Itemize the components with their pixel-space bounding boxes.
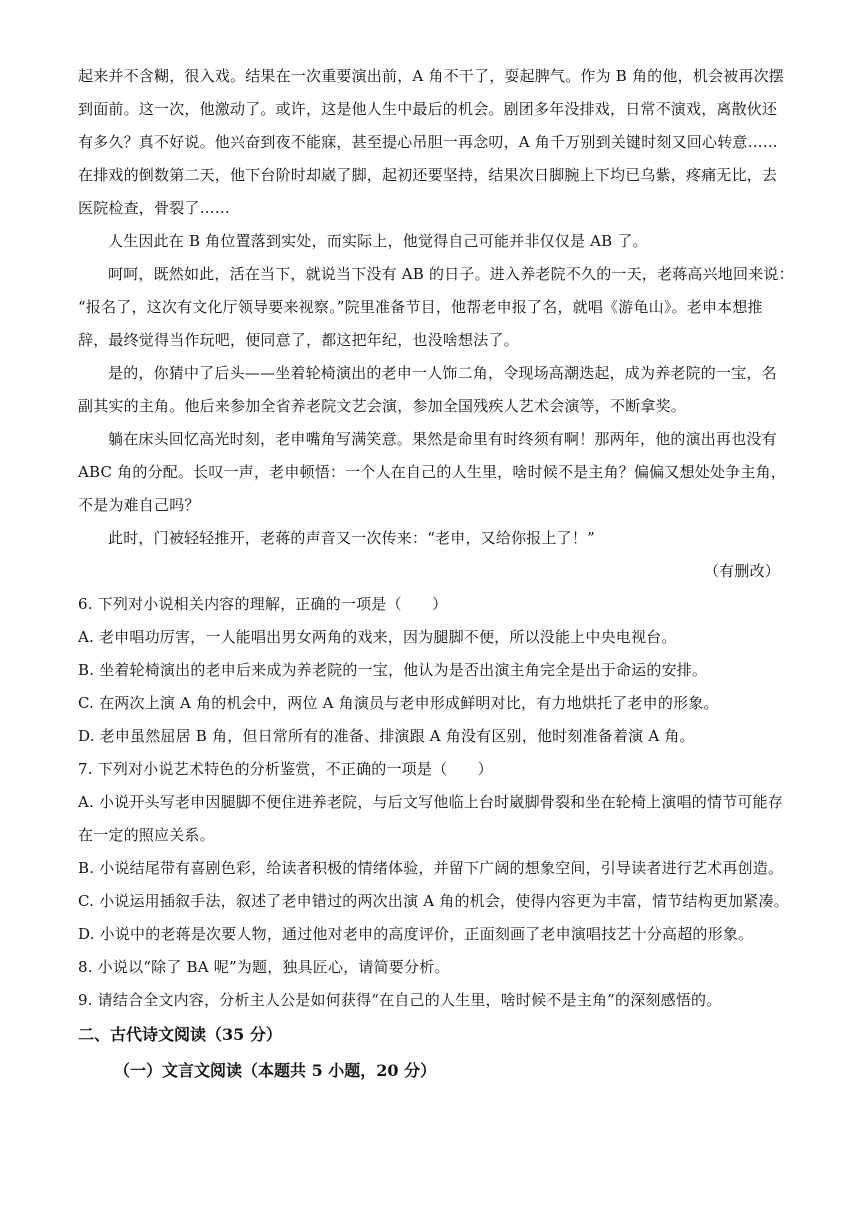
section-heading: 二、古代诗文阅读（35 分） <box>78 1025 282 1044</box>
source-note: （有删改） <box>703 562 780 580</box>
paragraph-line: 呵呵，既然如此，活在当下，就说当下没有 AB 的日子。进入养老院不久的一天，老蒋高兴地回来说： <box>108 265 794 283</box>
section-subheading: （一）文言文阅读（本题共 5 小题，20 分） <box>114 1061 437 1080</box>
story-text <box>78 60 794 555</box>
question-list <box>78 588 789 1017</box>
paragraph-line: 不是为难自己吗？ <box>78 496 200 514</box>
paragraph-line: 是的，你猜中了后头——坐着轮椅演出的老申一人饰二角，令现场高潮迭起，成为养老院的一宝，名 <box>108 364 777 382</box>
question-line-q9: 9. 请结合全文内容，分析主人公是如何获得“在自己的人生里，啥时候不是主角”的深刻感悟的。 <box>78 991 722 1009</box>
question-line-q6a: A. 老申唱功厉害，一人能唱出男女两角的戏来，因为腿脚不便，所以没能上中央电视台。 <box>78 628 677 646</box>
question-line-q6d: D. 老申虽然屈居 B 角，但日常所有的准备、排演跟 A 角没有区别，他时刻准备着演 A 角。 <box>78 727 695 745</box>
question-line-q7b: B. 小说结尾带有喜剧色彩，给读者积极的情绪体验，并留下广阔的想象空间，引导读者进行艺术再创造。 <box>78 859 784 877</box>
question-line-q7c: C. 小说运用插叙手法，叙述了老申错过的两次出演 A 角的机会，使得内容更为丰富，情节结构更加紧凑。 <box>78 892 789 910</box>
question-line-q6c: C. 在两次上演 A 角的机会中，两位 A 角演员与老申形成鲜明对比，有力地烘托了老申的形象。 <box>78 694 719 712</box>
paragraph-line: 副其实的主角。他后来参加全省养老院文艺会演，参加全国残疾人艺术会演等，不断拿奖。 <box>78 397 687 415</box>
question-line-q6b: B. 坐着轮椅演出的老申后来成为养老院的一宝，他认为是否出演主角完全是出于命运的安排。 <box>78 661 708 679</box>
paragraph-line: 躺在床头回忆高光时刻，老申嘴角写满笑意。果然是命里有时终须有啊！那两年，他的演出再也没有 <box>108 430 777 448</box>
paragraph-line: “报名了，这次有文化厅领导要来视察。”院里准备节目，他帮老申报了名，就唱《游龟山》。老申本想推 <box>78 298 763 316</box>
paragraph-line: ABC 角的分配。长叹一声，老申顿悟：一个人在自己的人生里，啥时候不是主角？偏偏又想处处争主角， <box>78 463 786 481</box>
question-line-q8: 8. 小说以“除了 BA 呢”为题，独具匠心，请简要分析。 <box>78 958 450 976</box>
paragraph-line: 辞，最终觉得当作玩吧，便同意了，都这把年纪，也没啥想法了。 <box>78 331 519 349</box>
paragraph-line: 起来并不含糊，很入戏。结果在一次重要演出前，A 角不干了，耍起脾气。作为 B 角的他，机会被再次摆 <box>78 67 784 85</box>
paragraph-line: 人生因此在 B 角位置落到实处，而实际上，他觉得自己可能并非仅仅是 AB 了。 <box>108 232 648 250</box>
paragraph-line: 到面前。这一次，他激动了。或许，这是他人生中最后的机会。剧团多年没排戏，日常不演戏，离散伙还 <box>78 100 778 118</box>
question-line-q7a: 在一定的照应关系。 <box>78 826 215 844</box>
paragraph-line: 在排戏的倒数第二天，他下台阶时却崴了脚，起初还要坚持，结果次日脚腕上下均已乌紫，疼痛无比，去 <box>78 166 778 184</box>
paragraph-line: 此时，门被轻轻推开，老蒋的声音又一次传来：“老申，又给你报上了！” <box>108 529 595 547</box>
question-line-q7a: A. 小说开头写老申因腿脚不便住进养老院，与后文写他临上台时崴脚骨裂和坐在轮椅上演唱的情节可能存 <box>78 793 783 811</box>
question-line-q7: 7. 下列对小说艺术特色的分析鉴赏，不正确的一项是（ ） <box>78 760 493 778</box>
question-line-q7d: D. 小说中的老蒋是次要人物，通过他对老申的高度评价，正面刻画了老申演唱技艺十分高超的形象。 <box>78 925 754 943</box>
paragraph-line: 医院检查，骨裂了…… <box>78 199 231 217</box>
document-page <box>78 60 794 1089</box>
paragraph-line: 有多久？真不好说。他兴奋到夜不能寐，甚至提心吊胆一再念叨，A 角千万别到关键时刻又回心转意…… <box>78 133 779 151</box>
question-line-q6: 6. 下列对小说相关内容的理解，正确的一项是（ ） <box>78 595 448 613</box>
